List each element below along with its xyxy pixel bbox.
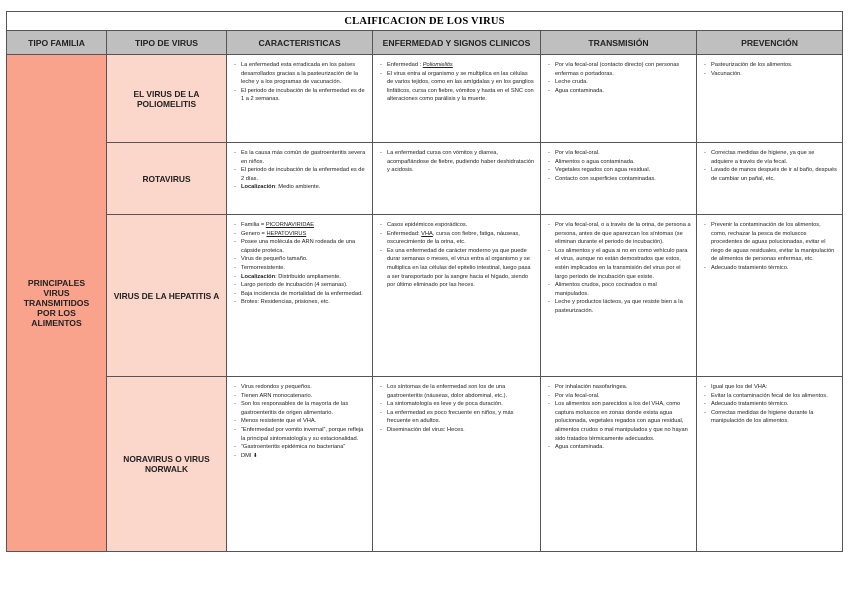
header-disease: ENFERMEDAD Y SIGNOS CLINICOS: [373, 31, 541, 55]
noro-prevention: [697, 377, 843, 552]
list-item: - Por vía fecal-oral.: [547, 392, 691, 401]
table-row-rotavirus: [7, 143, 843, 215]
list-item: - Correctas medidas de higiene durante la manipulación de los alimentos.: [703, 409, 837, 426]
list-item: [379, 61, 535, 70]
list-item: - Por vía fecal-oral, o a través de la orina, de persona a persona, antes de que aparezcan los síntomas (se eliminan durante el periodo de incubación).: [547, 221, 691, 247]
list-item: - Alimentos o agua contaminada.: [547, 158, 691, 167]
virus-name-line: NORWALK: [144, 464, 189, 474]
list-item: [233, 273, 367, 282]
list-item: [233, 221, 367, 230]
polio-disease: [373, 55, 541, 143]
list-item: - Los síntomas de la enfermedad son los de una gastroenteritis (náuseas, dolor abdominal, etc.).: [379, 383, 535, 400]
list-item: - El periodo de incubación de la enfermedad es de 2 días.: [233, 166, 367, 183]
virus-classification-table: [6, 11, 843, 552]
list-item: - Evitar la contaminación fecal de los alimentos.: [703, 392, 837, 401]
family-value: PICORNAVIRIDAE: [265, 222, 315, 228]
rota-transmission: [541, 143, 697, 215]
list-item: - La enfermedad esta erradicada en los países desarrollados gracias a la pasteurización de la leche y a los programas de vacunación.: [233, 61, 367, 87]
list-item: - Alimentos crudos, poco cocinados o mal manipulados.: [547, 281, 691, 298]
virus-name-line: POLIOMELITIS: [136, 98, 197, 109]
list-item: - El periodo de incubación de la enfermedad es de 1 a 2 semanas.: [233, 87, 367, 104]
list-item: - Agua contaminada.: [547, 87, 691, 96]
location-label: Localización: [241, 184, 276, 191]
family-line: POR LOS: [37, 308, 76, 318]
list-item: - Adecuado tratamiento térmico.: [703, 264, 837, 273]
family-line: ALIMENTOS: [31, 318, 82, 328]
list-item: - Correctas medidas de higiene, ya que se adquiere a través de vía fecal.: [703, 149, 837, 166]
list-item: - Vacunación.: [703, 70, 837, 79]
hepa-transmission: [541, 215, 697, 377]
location-label: Localización: [241, 273, 276, 280]
virus-name-line: NORAVIRUS O VIRUS: [123, 454, 210, 464]
list-item: - Prevenir la contaminación de los alimentos, como, rechazar la pesca de moluscos procedentes de aguas polucionadas, evitar el riego de aguas residuales, evitar la manipulación de alimentos de personas enfermas, etc.: [703, 221, 837, 264]
list-item: - La enfermedad es poco frecuente en niños, y más frecuente en adultos.: [379, 409, 535, 426]
list-item: - Diseminación del virus: Heces.: [379, 426, 535, 435]
polio-characteristics: [227, 55, 373, 143]
table-title: CLAIFICACION DE LOS VIRUS: [7, 12, 843, 31]
disease-name: Poliomielitis: [422, 62, 453, 68]
list-item: - El virus entra al organismo y se multiplica en las células de varios tejidos, como en las amígdalas y en los ganglios linfáticos, cursa con fiebre, vómitos y hasta en el SNC con alteraciones como parálisis y la muerte.: [379, 70, 535, 104]
family-label: Familia =: [241, 222, 266, 228]
disease-label: Enfermedad:: [387, 230, 422, 237]
virus-name-polio: [107, 55, 227, 143]
hepa-characteristics: [227, 215, 373, 377]
hepa-disease: [373, 215, 541, 377]
virus-name-norovirus: [107, 377, 227, 552]
list-item: - Termorresistente.: [233, 264, 367, 273]
header-prevention: PREVENCIÓN: [697, 31, 843, 55]
virus-name-rotavirus: ROTAVIRUS: [107, 143, 227, 215]
family-line: TRANSMITIDOS: [23, 298, 90, 308]
list-item: - Largo periodo de incubación (4 semanas).: [233, 281, 367, 290]
list-item: - Adecuado tratamiento térmico.: [703, 400, 837, 409]
hepa-prevention: [697, 215, 843, 377]
list-item: - Por vía fecal-oral (contacto directo) con personas enfermas o portadoras.: [547, 61, 691, 78]
list-item: - Posee una molécula de ARN rodeada de una cápside proteica.: [233, 238, 367, 255]
list-item: - Es una enfermedad de carácter moderno ya que puede durar semanas o meses, el virus entra al organismo y se multiplica en las células del epitelio intestinal, luego pasa a ser transportado por la sangre hacia el hígado, siendo por último eliminado por las heces.: [379, 247, 535, 290]
list-item: - Pasteurización de los alimentos.: [703, 61, 837, 70]
disease-detail: , cursa con fiebre, fatiga, náuseas, oscurecimiento de la orina, etc.: [387, 230, 520, 246]
family-line: VIRUS: [43, 288, 70, 298]
list-item: - Contacto con superficies contaminadas.: [547, 175, 691, 184]
polio-prevention: [697, 55, 843, 143]
family-cell: [7, 55, 107, 552]
rota-disease: [373, 143, 541, 215]
list-item: - Lavado de manos después de ir al baño, después de cambiar un pañal, etc.: [703, 166, 837, 183]
list-item: - Agua contaminada.: [547, 443, 691, 452]
list-item: [233, 183, 367, 192]
list-item: - La sintomatología es leve y de poca duración.: [379, 400, 535, 409]
list-item: - Por inhalación nasofaríngea.: [547, 383, 691, 392]
virus-classification-table-wrapper: [6, 11, 842, 552]
list-item: - “Enfermedad por vomito invernal”, porque refleja la principal sintomatología y su estacionalidad.: [233, 426, 367, 443]
header-virus-type: TIPO DE VIRUS: [107, 31, 227, 55]
list-item: - Virus redondos y pequeños.: [233, 383, 367, 392]
table-row-hepatitis-a: [7, 215, 843, 377]
rota-prevention: [697, 143, 843, 215]
list-item: - “Gastroenteritis epidémica no bacteriana”: [233, 443, 367, 452]
list-item: - DMI ⬇: [233, 452, 367, 461]
noro-characteristics: [227, 377, 373, 552]
list-item: - Los alimentos y el agua si no en como vehículo para el virus, aunque no están demostrados que estos, estén implicados en la transmisión del virus por el largo periodo de incubación que existe.: [547, 247, 691, 281]
list-item: - Menos resistente que el VHA.: [233, 417, 367, 426]
list-item: - Igual que los del VHA:: [703, 383, 837, 392]
virus-name-line: EL VIRUS DE LA: [133, 88, 200, 99]
list-item: - Virus de pequeño tamaño.: [233, 255, 367, 264]
list-item: - Leche y productos lácteos, ya que resiste bien a la pasteurización.: [547, 298, 691, 315]
header-transmission: TRANSMISIÓN: [541, 31, 697, 55]
list-item: [379, 230, 535, 247]
list-item: - Baja incidencia de mortalidad de la enfermedad.: [233, 290, 367, 299]
header-family: TIPO FAMILIA: [7, 31, 107, 55]
list-item: - Vegetales regados con agua residual.: [547, 166, 691, 175]
list-item: - Tienen ARN monocatenario.: [233, 392, 367, 401]
genus-label: Genero =: [241, 230, 267, 237]
disease-name: VHA: [421, 230, 433, 237]
list-item: - Casos epidémicos esporádicos.: [379, 221, 535, 230]
list-item: - La enfermedad cursa con vómitos y diarrea, acompañándose de fiebre, pudiendo haber deshidratación y acidosis.: [379, 149, 535, 175]
noro-disease: [373, 377, 541, 552]
table-row-norovirus: [7, 377, 843, 552]
list-item: - Leche cruda.: [547, 78, 691, 87]
list-item: - Son los responsables de la mayoría de las gastroenteritis de origen alimentario.: [233, 400, 367, 417]
noro-transmission: [541, 377, 697, 552]
genus-value: HEPATOVIRUS: [266, 230, 307, 237]
list-item: - Brotes: Residencias, prisiones, etc.: [233, 298, 367, 307]
family-line: PRINCIPALES: [27, 278, 86, 288]
rota-characteristics: [227, 143, 373, 215]
polio-transmission: [541, 55, 697, 143]
header-characteristics: CARACTERISTICAS: [227, 31, 373, 55]
list-item: - Los alimentos son parecidos a los del VHA, como captura moluscos en zonas donde exista agua polucionada, vegetales regados con agua residual, alimentos crudos o mal manipulados y que no hayan sido tratados térmicamente adecuados.: [547, 400, 691, 443]
disease-label: Enfermedad :: [387, 62, 423, 68]
table-row-polio: [7, 55, 843, 143]
location-value: : Distribuido ampliamente.: [275, 273, 341, 280]
virus-name-hepatitis-a: VIRUS DE LA HEPATITIS A: [107, 215, 227, 377]
list-item: - Es la causa más común de gastroenteritis severa en niños.: [233, 149, 367, 166]
list-item: [233, 230, 367, 239]
location-value: : Medio ambiente.: [275, 184, 321, 191]
list-item: - Por vía fecal-oral.: [547, 149, 691, 158]
